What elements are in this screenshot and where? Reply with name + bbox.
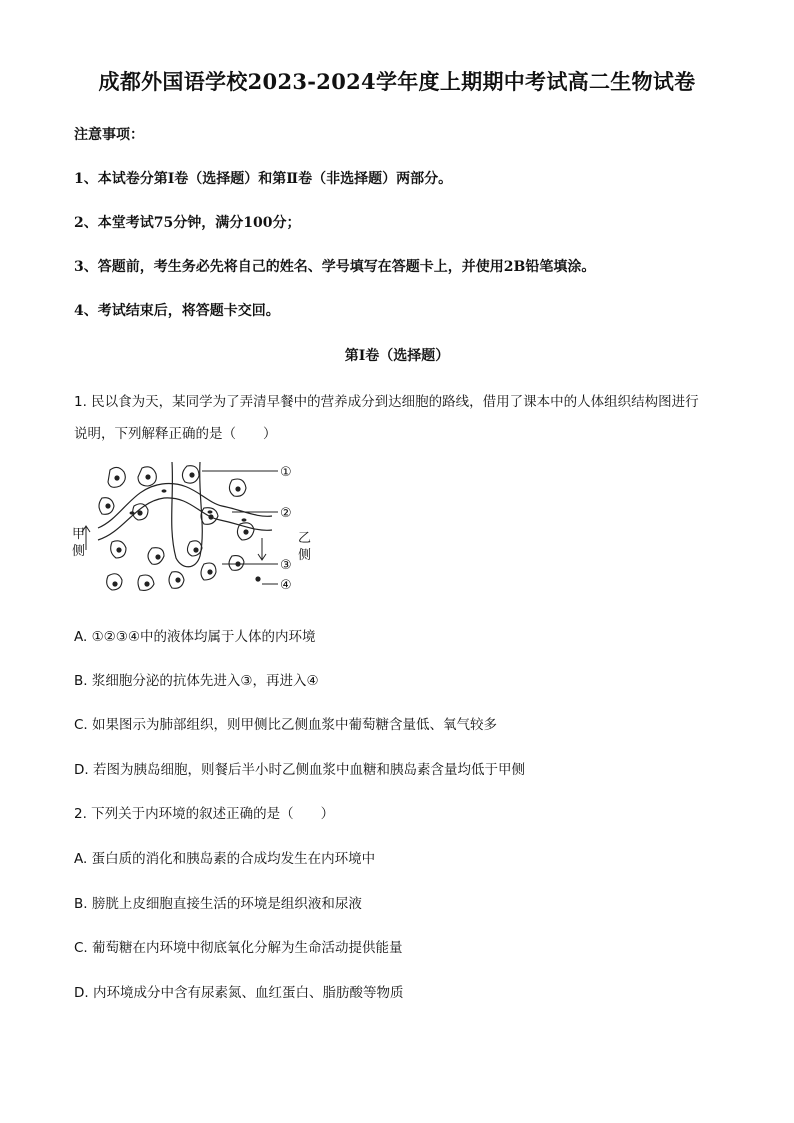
flow-arrows — [82, 526, 266, 560]
marker-4: ④ — [280, 578, 292, 593]
right-side-label-1: 乙 — [298, 531, 312, 546]
left-side-label-1: 甲 — [72, 527, 86, 542]
question-1-option-d: D. 若图为胰岛细胞，则餐后半小时乙侧血浆中血糖和胰岛素含量均低于甲侧 — [74, 762, 525, 778]
marker-2: ② — [280, 506, 292, 521]
question-2-option-a: A. 蛋白质的消化和胰岛素的合成均发生在内环境中 — [74, 851, 376, 867]
marker-1: ① — [280, 465, 292, 480]
notice-item-1: 1、本试卷分第Ⅰ卷（选择题）和第Ⅱ卷（非选择题）两部分。 — [74, 171, 453, 187]
question-1-stem-line2: 说明，下列解释正确的是（ ） — [74, 426, 277, 442]
question-1-option-a: A. ①②③④中的液体均属于人体的内环境 — [74, 629, 316, 645]
question-1-option-c: C. 如果图示为肺部组织，则甲侧比乙侧血浆中葡萄糖含量低、氧气较多 — [74, 717, 498, 733]
question-2-option-b: B. 膀胱上皮细胞直接生活的环境是组织液和尿液 — [74, 896, 362, 912]
question-1-stem-line1: 1. 民以食为天，某同学为了弄清早餐中的营养成分到达细胞的路线，借用了课本中的人体组织结构图进行 — [74, 394, 699, 410]
notice-item-4: 4、考试结束后，将答题卡交回。 — [74, 303, 280, 319]
tissue-structure-diagram — [72, 458, 322, 608]
question-2-stem: 2. 下列关于内环境的叙述正确的是（ ） — [74, 806, 335, 822]
question-1-option-b: B. 浆细胞分泌的抗体先进入③，再进入④ — [74, 673, 319, 689]
blood-cells — [130, 489, 247, 521]
marker-3: ③ — [280, 558, 292, 573]
question-2-option-c: C. 葡萄糖在内环境中彻底氧化分解为生命活动提供能量 — [74, 940, 403, 956]
question-2-option-d: D. 内环境成分中含有尿素氮、血红蛋白、脂肪酸等物质 — [74, 985, 404, 1001]
notice-item-3: 3、答题前，考生务必先将自己的姓名、学号填写在答题卡上，并使用2B铅笔填涂。 — [74, 259, 596, 275]
left-side-label-2: 侧 — [72, 544, 86, 559]
notice-heading: 注意事项： — [74, 127, 144, 143]
section-title: 第Ⅰ卷（选择题） — [344, 348, 450, 364]
notice-item-2: 2、本堂考试75分钟，满分100分； — [74, 215, 301, 231]
right-side-label-2: 侧 — [298, 548, 312, 563]
exam-title: 成都外国语学校2023-2024学年度上期期中考试高二生物试卷 — [98, 69, 696, 94]
